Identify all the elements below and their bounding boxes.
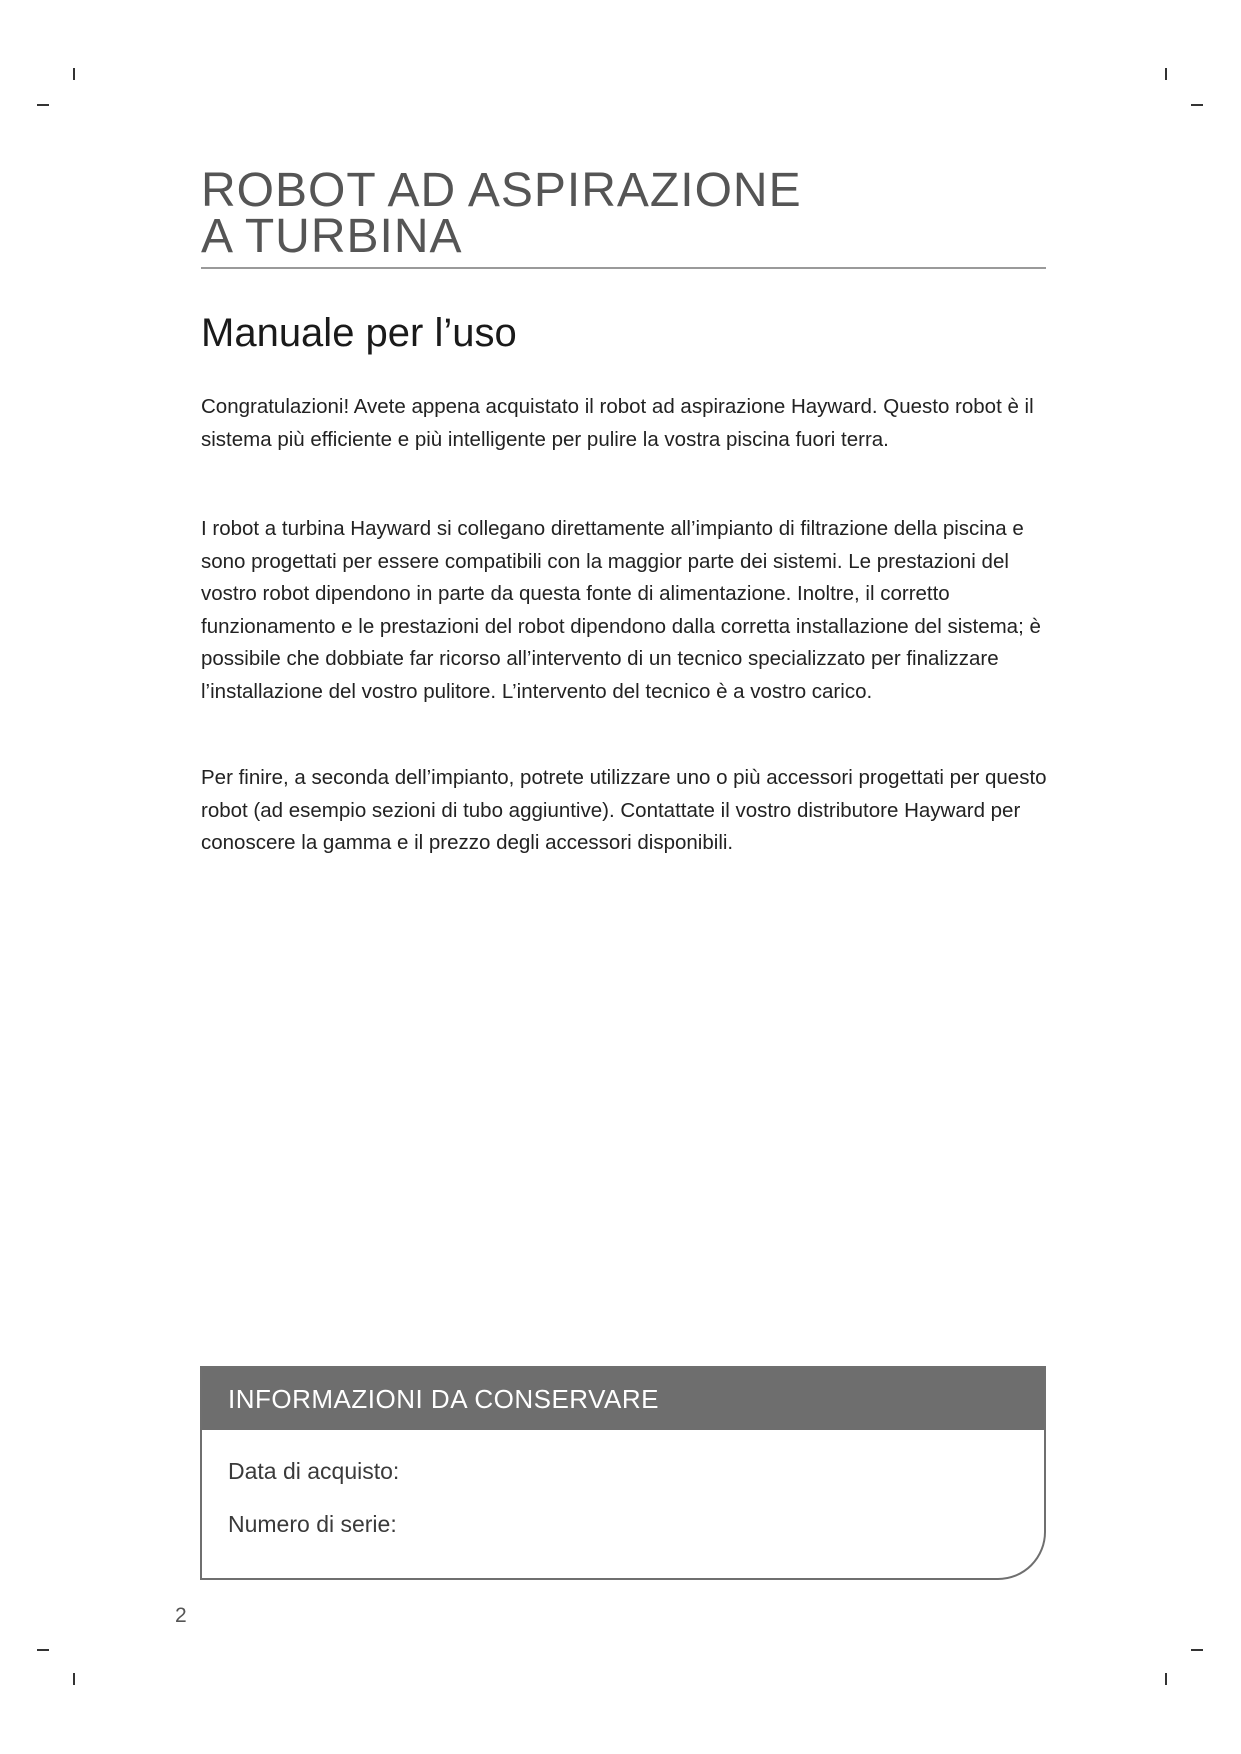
paragraph-installation: I robot a turbina Hayward si collegano direttamente all’impianto di filtrazione della piscina e sono progettati per essere compatibili con la maggior parte dei sistemi. Le prestazioni del vostro robot dipendono in parte da questa fonte di alimentazione. Inoltre, il corretto funzionamento e le prestazioni del robot dipendono dalla corretta installazione del sistema; è possibile che dobbiate far ricorso all’intervento di un tecnico specializzato per finalizzare l’installazione del vostro pulitore. L’intervento del tecnico è a vostro carico. bbox=[201, 517, 1041, 703]
crop-mark-bottom-right-h bbox=[1191, 1649, 1203, 1651]
info-box bbox=[200, 1366, 1046, 1580]
crop-mark-top-right-h bbox=[1191, 104, 1203, 106]
crop-mark-bottom-left-h bbox=[37, 1649, 49, 1651]
page-number: 2 bbox=[175, 1604, 187, 1627]
document-subtitle: Manuale per l’uso bbox=[201, 311, 517, 355]
paragraph-intro: Congratulazioni! Avete appena acquistato il robot ad aspirazione Hayward. Questo robot è il sistema più efficiente e più intelligente per pulire la vostra piscina fuori terra. bbox=[201, 395, 1034, 451]
crop-mark-top-left-h bbox=[37, 104, 49, 106]
crop-mark-bottom-right-v bbox=[1165, 1673, 1167, 1685]
crop-mark-top-left-v bbox=[73, 68, 75, 80]
info-box-header: INFORMAZIONI DA CONSERVARE bbox=[202, 1368, 1044, 1430]
paragraph-accessories: Per finire, a seconda dell’impianto, potrete utilizzare uno o più accessori progettati per questo robot (ad esempio sezioni di tubo aggiuntive). Contattate il vostro distributore Hayward per conoscere la gamma e il prezzo degli accessori disponibili. bbox=[201, 766, 1047, 854]
title-line-2: A TURBINA bbox=[201, 210, 463, 263]
title-divider bbox=[201, 267, 1046, 269]
crop-mark-top-right-v bbox=[1165, 68, 1167, 80]
document-title bbox=[201, 164, 1041, 263]
serial-number-field: Numero di serie: bbox=[228, 1511, 397, 1537]
crop-mark-bottom-left-v bbox=[73, 1673, 75, 1685]
purchase-date-field: Data di acquisto: bbox=[228, 1458, 400, 1484]
title-line-1: ROBOT AD ASPIRAZIONE bbox=[201, 164, 802, 217]
